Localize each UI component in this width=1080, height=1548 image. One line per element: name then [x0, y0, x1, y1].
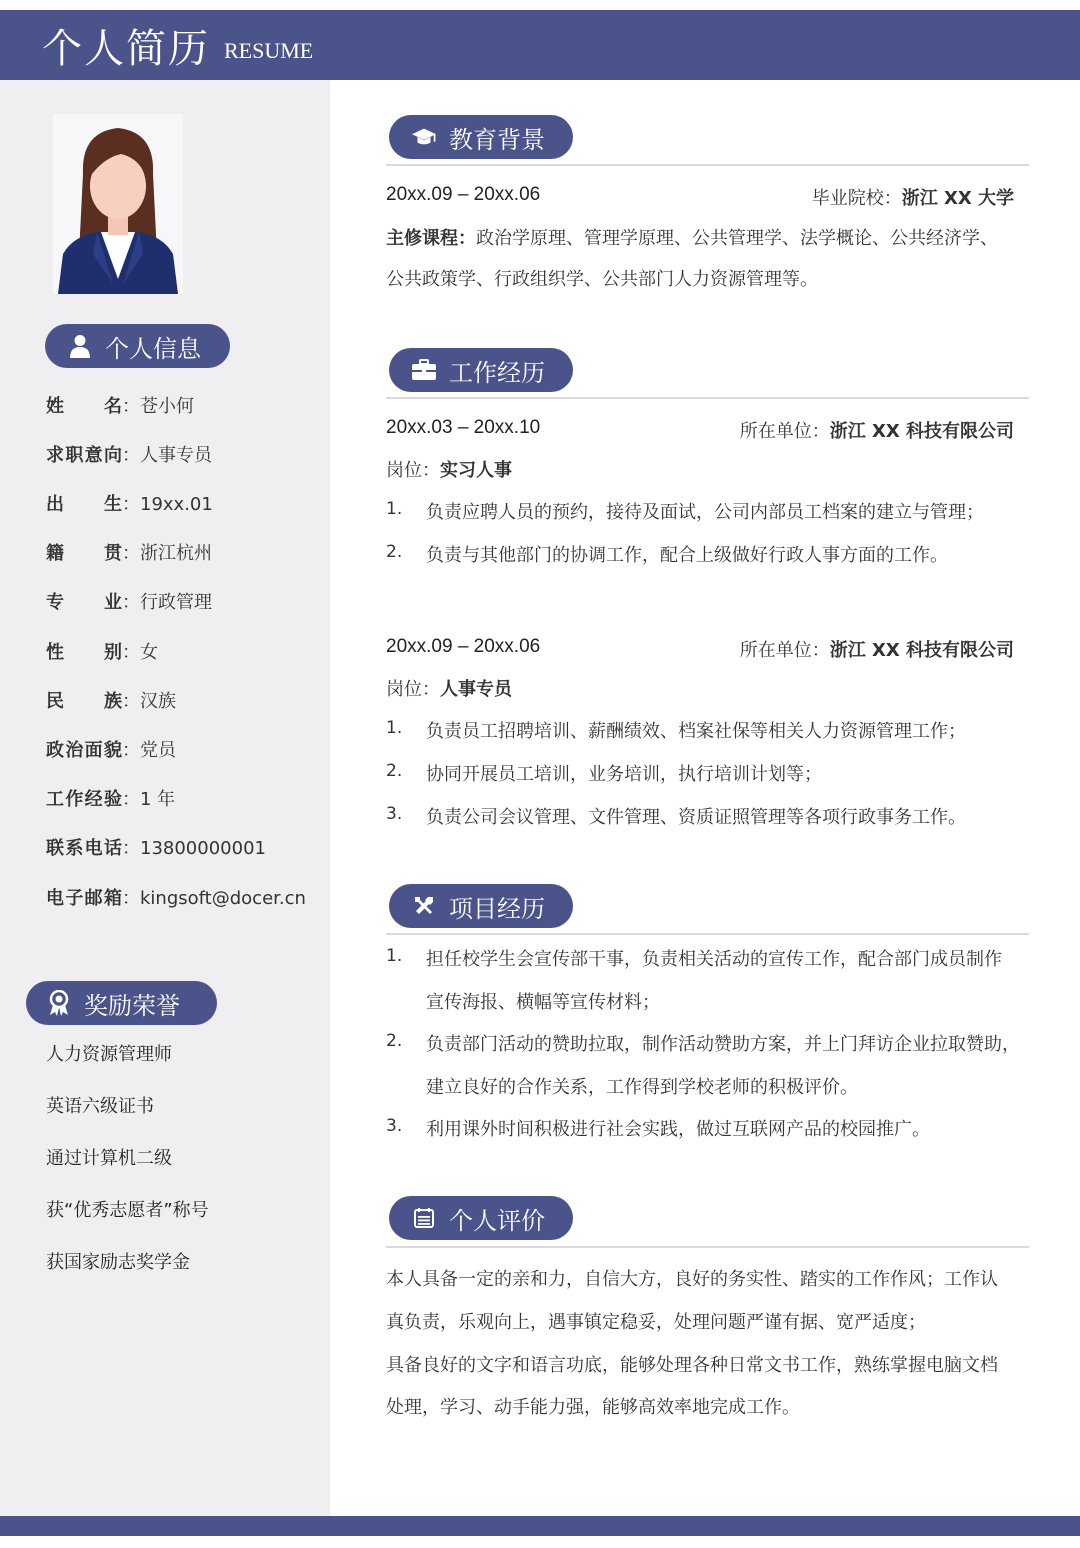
- award-item: 人力资源管理师: [46, 1044, 172, 1065]
- info-value: 1 年: [140, 789, 176, 810]
- info-value: 女: [140, 642, 158, 663]
- user-icon: [67, 333, 93, 359]
- evaluation-line: 真负责，乐观向上，遇事镇定稳妥，处理问题严谨有据、宽严适度；: [386, 1312, 926, 1333]
- list-item: 负责应聘人员的预约，接待及面试，公司内部员工档案的建立与管理；: [426, 502, 984, 523]
- divider: [386, 397, 1029, 399]
- award-item: 获国家励志奖学金: [46, 1252, 190, 1273]
- list-item: 协同开展员工培训，业务培训，执行培训计划等；: [426, 764, 822, 785]
- list-item: 负责公司会议管理、文件管理、资质证照管理等各项行政事务工作。: [426, 807, 966, 828]
- position-value: 实习人事: [440, 460, 512, 481]
- info-value: 19xx.01: [140, 494, 213, 515]
- divider: [386, 933, 1029, 935]
- tools-icon: [411, 893, 437, 919]
- info-label: 电子邮箱: [46, 888, 122, 909]
- list-item: 负责与其他部门的协调工作，配合上级做好行政人事方面的工作。: [426, 545, 948, 566]
- info-value: 浙江杭州: [140, 543, 212, 564]
- list-item: 担任校学生会宣传部干事，负责相关活动的宣传工作，配合部门成员制作: [426, 949, 1002, 970]
- info-value: 人事专员: [140, 445, 212, 466]
- info-value: 党员: [140, 740, 176, 761]
- company-value: 浙江 XX 科技有限公司: [829, 640, 1014, 661]
- list-number: 3.: [386, 1116, 403, 1136]
- job-position: [386, 675, 512, 701]
- info-row-objective: 求职意向：人事专员: [46, 441, 212, 467]
- section-title: 项目经历: [449, 894, 545, 923]
- calendar-list-icon: [411, 1205, 437, 1231]
- list-number: 2.: [386, 1031, 403, 1051]
- section-personal-info: [45, 324, 230, 368]
- award-item: 英语六级证书: [46, 1096, 154, 1117]
- list-item: 负责员工招聘培训、薪酬绩效、档案社保等相关人力资源管理工作；: [426, 721, 966, 742]
- info-row-birth: 出生：19xx.01: [46, 490, 213, 516]
- award-item: 通过计算机二级: [46, 1148, 172, 1169]
- header-bar: [0, 10, 1080, 80]
- list-number: 2.: [386, 761, 403, 781]
- info-row-political: 政治面貌：党员: [46, 736, 176, 762]
- company-value: 浙江 XX 科技有限公司: [829, 421, 1014, 442]
- info-label: 籍贯: [46, 543, 122, 564]
- footer-bar: [0, 1516, 1080, 1536]
- info-label: 求职意向: [46, 445, 122, 466]
- info-label: 政治面貌: [46, 740, 122, 761]
- page-subtitle: RESUME: [224, 38, 314, 63]
- school-value: 浙江 XX 大学: [901, 188, 1014, 209]
- info-value: 13800000001: [140, 838, 266, 859]
- job-date: 20xx.03 – 20xx.10: [386, 417, 541, 438]
- evaluation-line: 具备良好的文字和语言功底，能够处理各种日常文书工作，熟练掌握电脑文档: [386, 1355, 998, 1376]
- job-position: [386, 456, 512, 482]
- list-number: 3.: [386, 804, 403, 824]
- evaluation-line: 处理，学习、动手能力强，能够高效率地完成工作。: [386, 1397, 800, 1418]
- section-work: [389, 348, 573, 392]
- list-number: 1.: [386, 718, 403, 738]
- education-courses-line2: 公共政策学、行政组织学、公共部门人力资源管理等。: [386, 269, 818, 290]
- award-icon: [46, 990, 72, 1016]
- page-title: 个人简历: [42, 25, 210, 72]
- list-number: 1.: [386, 946, 403, 966]
- info-row-gender: 性别：女: [46, 638, 158, 664]
- section-title: 工作经历: [449, 358, 545, 387]
- info-label: 姓名: [46, 396, 122, 417]
- info-value: kingsoft@docer.cn: [140, 888, 306, 909]
- section-awards: [26, 981, 217, 1025]
- section-projects: [389, 884, 573, 928]
- info-row-name: 姓名：苍小何: [46, 392, 194, 418]
- education-date: 20xx.09 – 20xx.06: [386, 184, 541, 205]
- info-value: 行政管理: [140, 592, 212, 613]
- job-company: [740, 636, 1014, 662]
- avatar: [53, 114, 183, 294]
- info-row-major: 专业：行政管理: [46, 588, 212, 614]
- section-title: 奖励荣誉: [84, 991, 180, 1020]
- briefcase-icon: [411, 357, 437, 383]
- company-label: 所在单位：: [739, 421, 830, 442]
- position-value: 人事专员: [440, 679, 512, 700]
- evaluation-line: 本人具备一定的亲和力，自信大方，良好的务实性、踏实的工作作风；工作认: [386, 1269, 998, 1290]
- info-row-email: 电子邮箱：kingsoft@docer.cn: [46, 884, 306, 910]
- divider: [386, 1246, 1029, 1248]
- job-company: [740, 417, 1014, 443]
- list-item-continued: 宣传海报、横幅等宣传材料；: [426, 992, 660, 1013]
- info-label: 专业: [46, 592, 122, 613]
- divider: [386, 164, 1029, 166]
- section-title: 教育背景: [449, 125, 545, 154]
- company-label: 所在单位：: [739, 640, 830, 661]
- school-label: 毕业院校：: [811, 188, 902, 209]
- section-title: 个人评价: [449, 1206, 545, 1235]
- info-label: 民族: [46, 691, 122, 712]
- section-education: [389, 115, 573, 159]
- courses-label: 主修课程：: [386, 228, 476, 249]
- avatar-illustration: [53, 114, 183, 294]
- list-item-continued: 建立良好的合作关系，工作得到学校老师的积极评价。: [426, 1077, 858, 1098]
- info-label: 出生: [46, 494, 122, 515]
- award-item: 获“优秀志愿者”称号: [46, 1200, 209, 1221]
- info-label: 工作经验: [46, 789, 122, 810]
- courses-line1: 政治学原理、管理学原理、公共管理学、法学概论、公共经济学、: [476, 228, 998, 249]
- list-item: 利用课外时间积极进行社会实践，做过互联网产品的校园推广。: [426, 1119, 930, 1140]
- info-value: 汉族: [140, 691, 176, 712]
- info-label: 联系电话: [46, 838, 122, 859]
- list-item: 负责部门活动的赞助拉取，制作活动赞助方案，并上门拜访企业拉取赞助，: [426, 1034, 1020, 1055]
- position-label: 岗位：: [386, 679, 440, 700]
- section-title: 个人信息: [105, 334, 201, 363]
- list-number: 2.: [386, 542, 403, 562]
- education-school: [812, 184, 1014, 210]
- info-row-phone: 联系电话：13800000001: [46, 834, 266, 860]
- graduation-cap-icon: [411, 124, 437, 150]
- info-label: 性别: [46, 642, 122, 663]
- job-date: 20xx.09 – 20xx.06: [386, 636, 541, 657]
- info-row-hometown: 籍贯：浙江杭州: [46, 539, 212, 565]
- info-value: 苍小何: [140, 396, 194, 417]
- education-courses: [386, 224, 998, 250]
- info-row-experience: 工作经验：1 年: [46, 785, 175, 811]
- position-label: 岗位：: [386, 460, 440, 481]
- section-evaluation: [389, 1196, 573, 1240]
- info-row-ethnicity: 民族：汉族: [46, 687, 176, 713]
- list-number: 1.: [386, 499, 403, 519]
